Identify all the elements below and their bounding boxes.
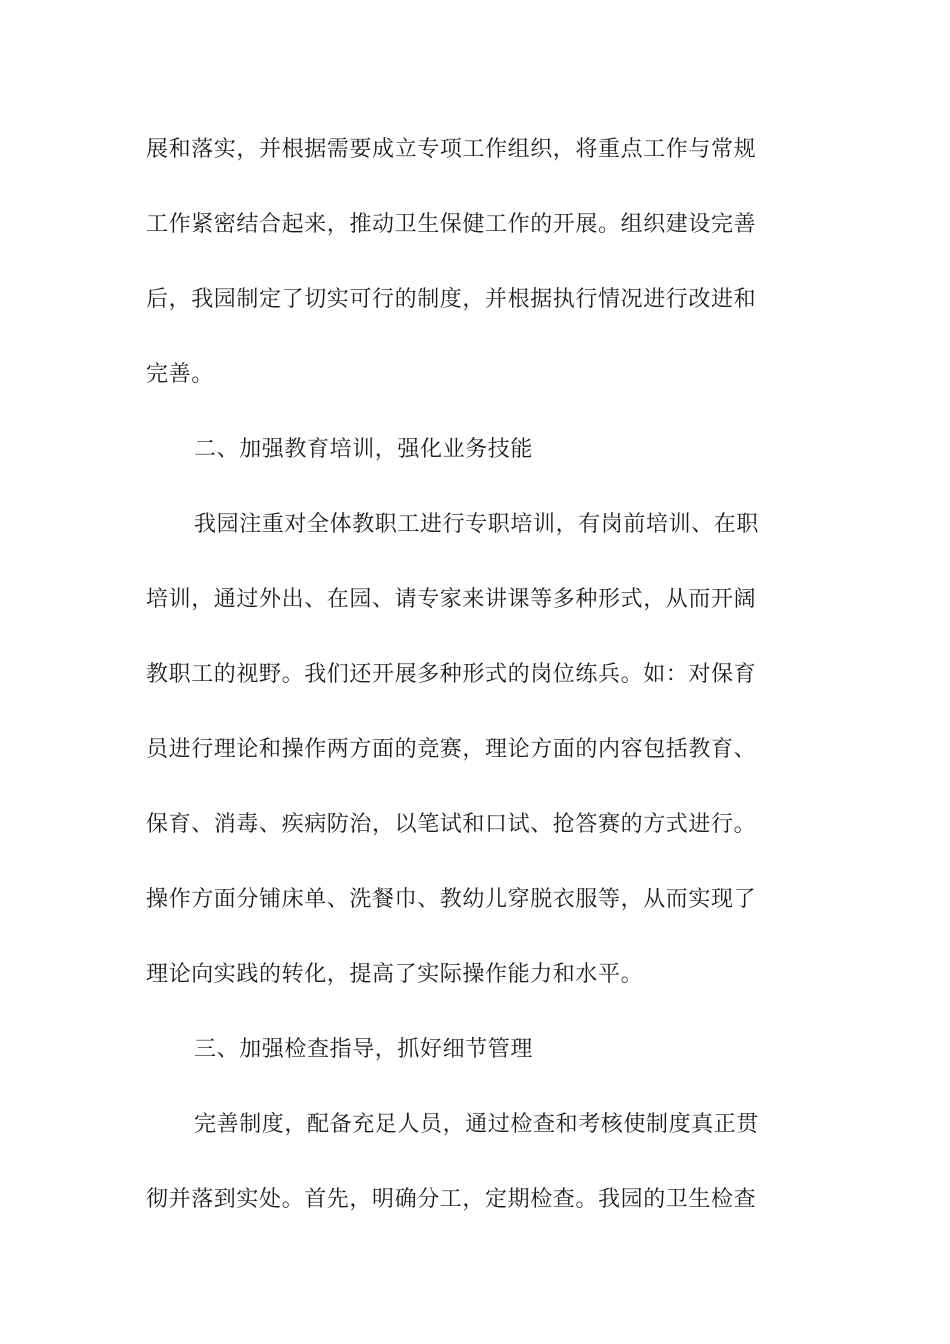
- paragraph-line: 工作紧密结合起来，推动卫生保健工作的开展。组织建设完善: [146, 212, 757, 237]
- paragraph-line: 完善。: [146, 362, 214, 387]
- paragraph-line: 展和落实，并根据需要成立专项工作组织，将重点工作与常规: [146, 137, 757, 162]
- paragraph-line: 完善制度，配备充足人员，通过检查和考核使制度真正贯: [194, 1112, 760, 1137]
- paragraph-line: 保育、消毒、疾病防治，以笔试和口试、抢答赛的方式进行。: [146, 812, 757, 837]
- section-heading: 二、加强教育培训，强化业务技能: [194, 437, 534, 462]
- paragraph-line: 培训，通过外出、在园、请专家来讲课等多种形式，从而开阔: [146, 587, 757, 612]
- paragraph-line: 教职工的视野。我们还开展多种形式的岗位练兵。如：对保育: [146, 662, 757, 687]
- paragraph-line: 我园注重对全体教职工进行专职培训，有岗前培训、在职: [194, 512, 760, 537]
- paragraph-line: 彻并落到实处。首先，明确分工，定期检查。我园的卫生检查: [146, 1187, 757, 1212]
- paragraph-line: 后，我园制定了切实可行的制度，并根据执行情况进行改进和: [146, 287, 757, 312]
- paragraph-line: 员进行理论和操作两方面的竞赛，理论方面的内容包括教育、: [146, 737, 757, 762]
- paragraph-line: 操作方面分铺床单、洗餐巾、教幼儿穿脱衣服等，从而实现了: [146, 887, 757, 912]
- paragraph-line: 理论向实践的转化，提高了实际操作能力和水平。: [146, 962, 644, 987]
- section-heading: 三、加强检查指导，抓好细节管理: [194, 1037, 534, 1062]
